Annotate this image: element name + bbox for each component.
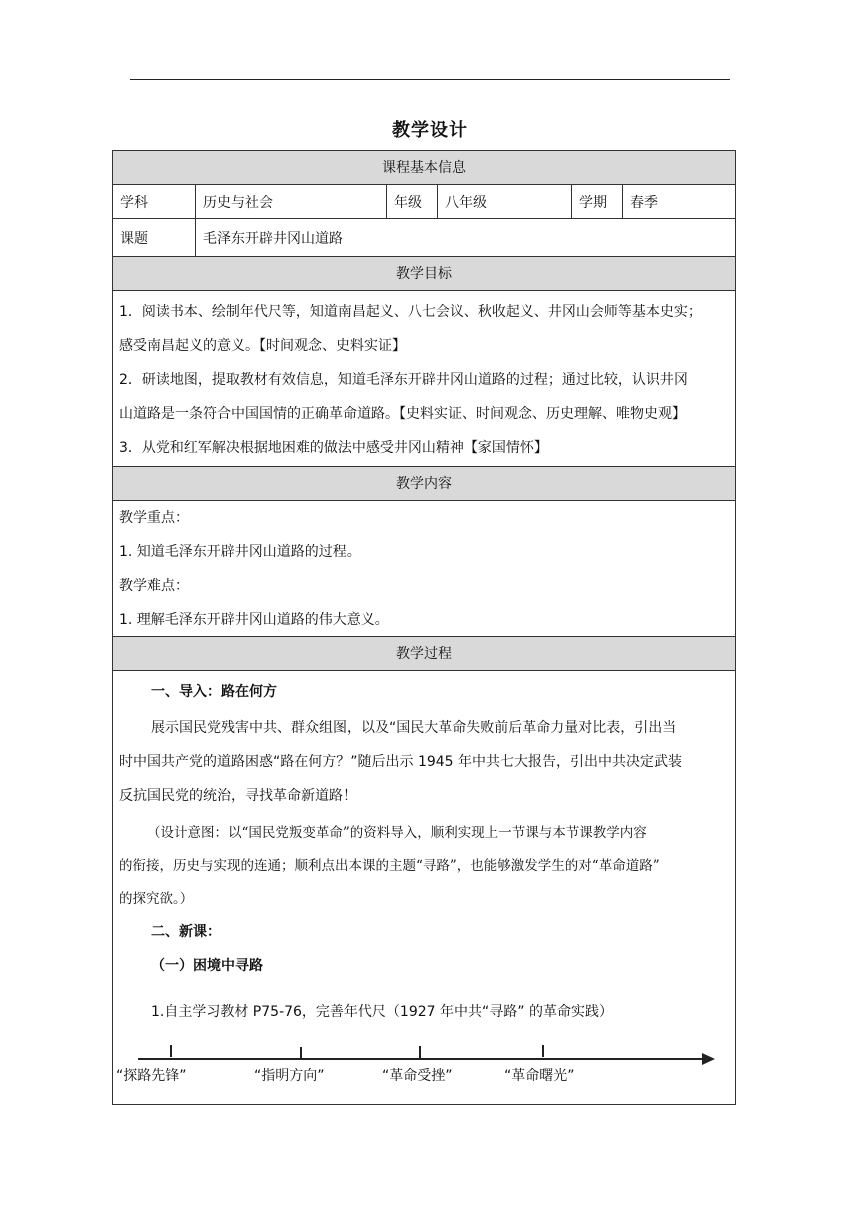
grade-label: 年级 — [387, 185, 438, 218]
basic-info-row — [113, 185, 735, 219]
topic-value: 毛泽东开辟井冈山道路 — [203, 230, 343, 247]
content-header: 教学内容 — [113, 467, 735, 501]
design-intent-line: 的探究欲。） — [119, 891, 194, 907]
document-title: 教学设计 — [392, 120, 468, 141]
basic-info-header: 课程基本信息 — [113, 151, 735, 185]
objectives-header: 教学目标 — [113, 257, 735, 291]
section-title-intro: 一、导入：路在何方 — [151, 684, 277, 700]
subject-label: 学科 — [113, 185, 196, 218]
process-body — [113, 671, 735, 1104]
intro-paragraph-line: 时中国共产党的道路困惑“路在何方？”随后出示 1945 年中共七大报告，引出中共决定武装 — [119, 754, 683, 770]
intro-paragraph-line: 展示国民党残害中共、群众组图，以及“国民大革命失败前后革命力量对比表，引出当 — [151, 720, 677, 736]
timeline-label: “探路先锋” — [116, 1068, 187, 1084]
timeline-label: “革命受挫” — [382, 1068, 453, 1084]
task-instruction: 1.自主学习教材 P75-76，完善年代尺（1927 年中共“寻路” 的革命实践） — [151, 1004, 613, 1020]
subject-value: 历史与社会 — [196, 185, 387, 218]
topic-label: 课题 — [113, 219, 196, 256]
subsection-title: （一）困境中寻路 — [151, 958, 263, 974]
design-intent-line: 的衔接，历史与实现的连通；顺利点出本课的主题“寻路”，也能够激发学生的对“革命道路” — [119, 858, 660, 874]
objective-line: 1．阅读书本、绘制年代尺等，知道南昌起义、八七会议、秋收起义、井冈山会师等基本史实； — [119, 304, 702, 320]
section-title-new-lesson: 二、新课： — [151, 924, 221, 940]
design-intent-line: （设计意图：以“国民党叛变革命”的资料导入，顺利实现上一节课与本节课教学内容 — [147, 825, 647, 841]
difficulty-label: 教学难点： — [119, 578, 189, 594]
term-value: 春季 — [630, 194, 658, 211]
objectives-body — [113, 291, 735, 467]
topic-row — [113, 219, 735, 257]
objective-line: 3．从党和红军解决根据地困难的做法中感受井冈山精神【家国情怀】 — [119, 440, 548, 456]
key-points-label: 教学重点： — [119, 510, 189, 526]
term-label: 学期 — [572, 185, 623, 218]
content-body — [113, 501, 735, 637]
intro-paragraph-line: 反抗国民党的统治，寻找革命新道路！ — [119, 788, 357, 804]
key-point-item: 1. 知道毛泽东开辟井冈山道路的过程。 — [119, 544, 361, 560]
grade-value: 八年级 — [438, 185, 572, 218]
objective-line: 山道路是一条符合中国国情的正确革命道路。【史料实证、时间观念、历史理解、唯物史观】 — [119, 406, 686, 422]
lesson-plan-table — [112, 150, 736, 1105]
objective-line: 感受南昌起义的意义。【时间观念、史料实证】 — [119, 338, 406, 354]
header-rule — [130, 79, 730, 80]
process-header: 教学过程 — [113, 637, 735, 671]
timeline-label: “革命曙光” — [504, 1068, 575, 1084]
objective-line: 2．研读地图，提取教材有效信息，知道毛泽东开辟井冈山道路的过程；通过比较，认识井冈 — [119, 372, 688, 388]
difficulty-item: 1. 理解毛泽东开辟井冈山道路的伟大意义。 — [119, 612, 389, 628]
timeline-label: “指明方向” — [254, 1068, 325, 1084]
